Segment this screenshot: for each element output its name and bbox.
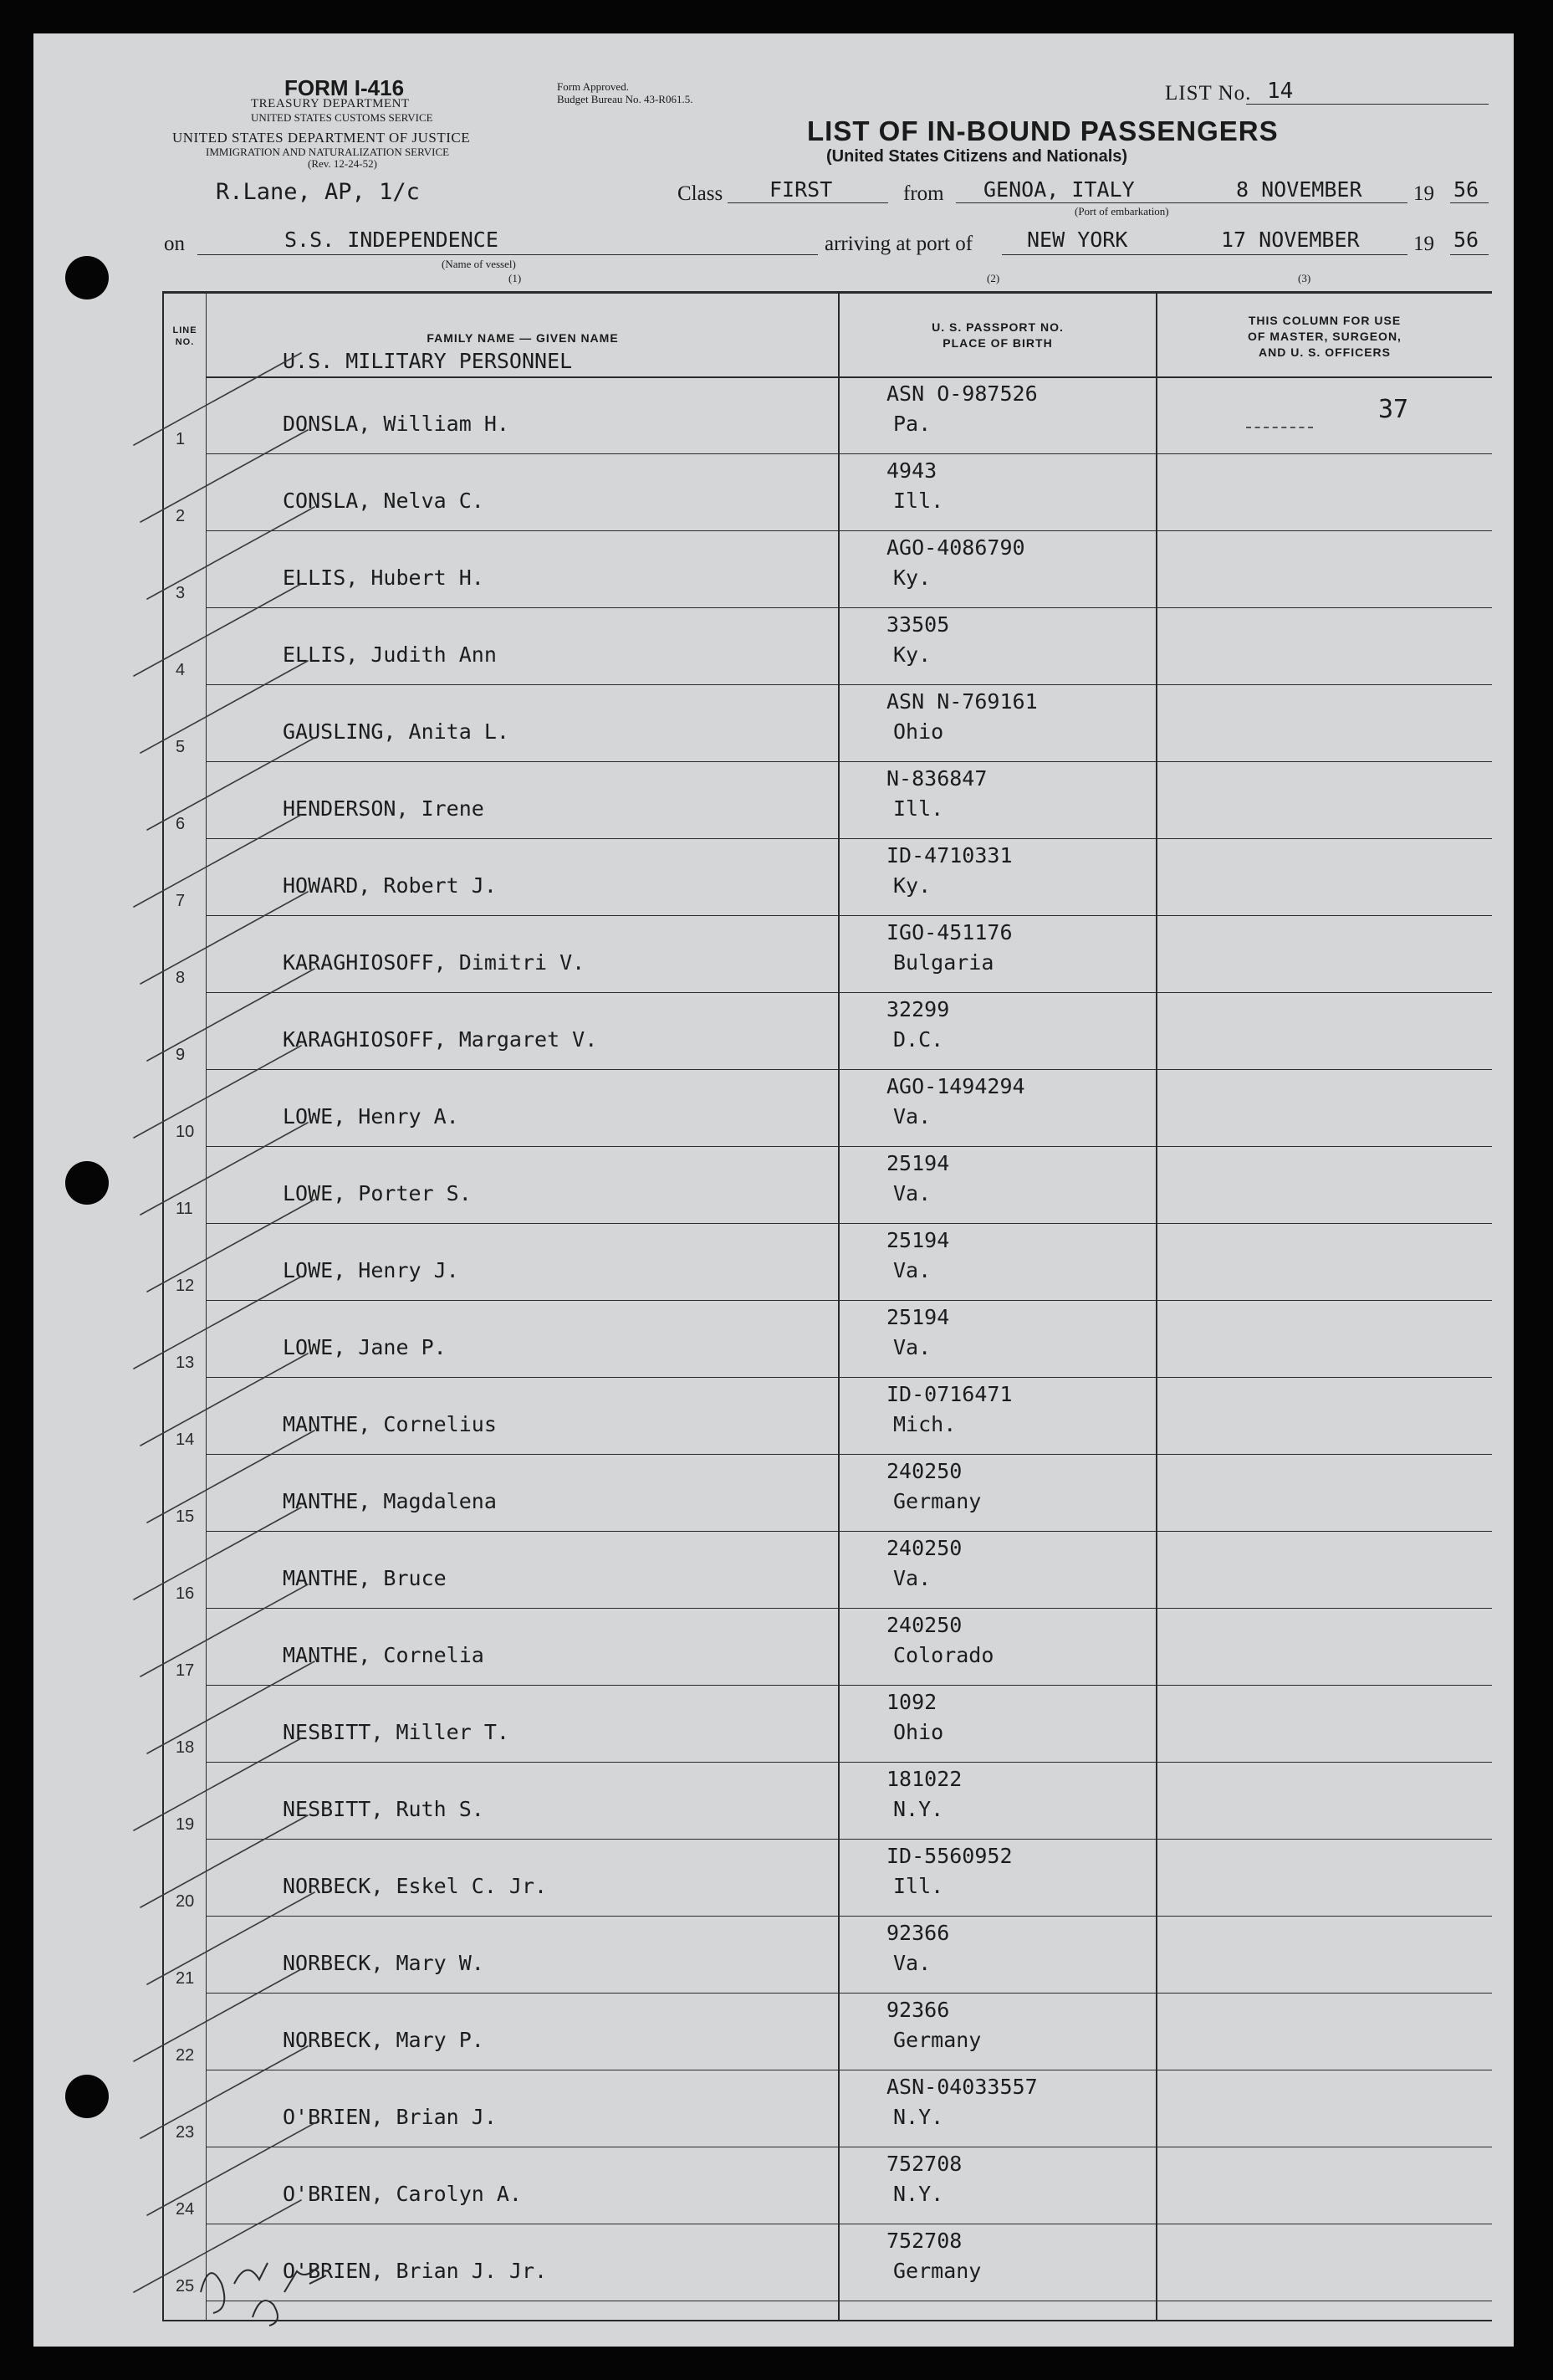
check-mark: [140, 2046, 308, 2138]
year-prefix-1: 19: [1413, 182, 1434, 205]
passenger-name: HENDERSON, Irene: [283, 796, 484, 821]
place-of-birth: Germany: [893, 1489, 982, 1513]
col-marker-1: (1): [508, 272, 522, 284]
passport-number: AGO-1494294: [886, 1074, 1025, 1098]
passenger-name: LOWE, Jane P.: [283, 1335, 447, 1359]
line-number: 1: [176, 430, 186, 448]
passenger-name: O'BRIEN, Brian J.: [283, 2105, 497, 2129]
officers-header: THIS COLUMN FOR USE OF MASTER, SURGEON, AND U. S. OFFICERS: [1248, 314, 1402, 359]
line-number: 25: [176, 2277, 195, 2296]
check-mark: [147, 1200, 314, 1292]
check-mark: [140, 1354, 308, 1446]
departure-year: 56: [1453, 177, 1479, 202]
year-prefix-2: 19: [1413, 233, 1434, 255]
line-number: 15: [176, 1507, 195, 1526]
place-of-birth: Ky.: [893, 873, 932, 898]
vessel-caption: (Name of vessel): [442, 258, 516, 270]
line-number: 10: [176, 1123, 195, 1141]
passport-number: 1092: [886, 1690, 937, 1714]
passenger-name: MANTHE, Magdalena: [283, 1489, 497, 1513]
passport-number: 32299: [886, 997, 950, 1021]
passport-number: 240250: [886, 1459, 963, 1483]
passenger-name: LOWE, Henry A.: [283, 1104, 459, 1129]
passport-number: 92366: [886, 1921, 950, 1945]
class-value: FIRST: [769, 177, 833, 202]
group-label: U.S. MILITARY PERSONNEL: [283, 349, 573, 373]
passport-number: ID-0716471: [886, 1382, 1013, 1406]
line-number: 23: [176, 2123, 195, 2142]
passport-header: U. S. PASSPORT NO. PLACE OF BIRTH: [932, 320, 1064, 350]
form-approved: Form Approved.: [557, 80, 629, 93]
passport-number: 4943: [886, 458, 937, 483]
line-number: 8: [176, 969, 186, 987]
place-of-birth: Germany: [893, 2259, 982, 2283]
check-mark: [140, 1815, 308, 1907]
passport-number: ASN O-987526: [886, 381, 1038, 406]
passenger-name: GAUSLING, Anita L.: [283, 719, 509, 744]
departure-date: 8 NOVEMBER: [1236, 177, 1362, 202]
place-of-birth: D.C.: [893, 1027, 944, 1052]
class-label: Class: [677, 182, 723, 205]
place-of-birth: Ky.: [893, 642, 932, 667]
handwritten-scribble: [201, 2263, 326, 2326]
arrival-year: 56: [1453, 228, 1479, 252]
passenger-name: O'BRIEN, Brian J. Jr.: [283, 2259, 548, 2283]
line-number: 7: [176, 892, 186, 910]
passenger-name: ELLIS, Hubert H.: [283, 566, 484, 590]
port-of-embarkation: GENOA, ITALY: [983, 177, 1135, 202]
col-marker-3: (3): [1298, 272, 1311, 284]
passenger-name: NESBITT, Miller T.: [283, 1720, 509, 1744]
check-mark: [134, 2200, 301, 2292]
list-no-value: 14: [1267, 79, 1294, 104]
check-mark: [140, 430, 308, 522]
line-number: 19: [176, 1815, 195, 1834]
place-of-birth: Va.: [893, 1258, 932, 1282]
place-of-birth: Ohio: [893, 1720, 944, 1744]
check-mark: [140, 892, 308, 984]
passport-number: 33505: [886, 612, 950, 637]
check-mark: [147, 507, 314, 599]
passport-number: 25194: [886, 1228, 950, 1252]
place-of-birth: N.Y.: [893, 2182, 944, 2206]
place-of-birth: Mich.: [893, 1412, 957, 1436]
passenger-name: O'BRIEN, Carolyn A.: [283, 2182, 522, 2206]
passenger-name: CONSLA, Nelva C.: [283, 489, 484, 513]
place-of-birth: Ill.: [893, 1874, 944, 1898]
place-of-birth: Germany: [893, 2028, 982, 2052]
place-of-birth: Va.: [893, 1335, 932, 1359]
passenger-name: MANTHE, Cornelius: [283, 1412, 497, 1436]
from-label: from: [903, 182, 944, 205]
check-mark: [147, 969, 314, 1061]
check-mark: [134, 1969, 301, 2061]
passport-number: 752708: [886, 2152, 963, 2176]
passenger-name: NESBITT, Ruth S.: [283, 1797, 484, 1821]
passenger-name: DONSLA, William H.: [283, 412, 509, 436]
check-mark: [140, 1123, 308, 1215]
place-of-birth: N.Y.: [893, 2105, 944, 2129]
vessel-name: S.S. INDEPENDENCE: [284, 228, 498, 252]
passport-number: 181022: [886, 1767, 963, 1791]
arrival-date: 17 NOVEMBER: [1221, 228, 1360, 252]
passenger-name: HOWARD, Robert J.: [283, 873, 497, 898]
place-of-birth: Va.: [893, 1566, 932, 1590]
form-number: FORM I-416: [284, 75, 405, 100]
col-marker-2: (2): [987, 272, 1000, 284]
form-agency-treasury: TREASURY DEPARTMENT: [251, 97, 410, 110]
place-of-birth: Ill.: [893, 489, 944, 513]
check-mark: [134, 1738, 301, 1830]
check-mark: [140, 1584, 308, 1676]
passport-number: ASN N-769161: [886, 689, 1038, 714]
line-number: 6: [176, 815, 186, 833]
port-caption: (Port of embarkation): [1075, 205, 1169, 218]
check-mark: [147, 1661, 314, 1753]
arrival-port: NEW YORK: [1027, 228, 1128, 252]
passport-number: 92366: [886, 1998, 950, 2022]
passenger-name: LOWE, Porter S.: [283, 1181, 472, 1205]
check-mark: [140, 661, 308, 753]
check-mark: [134, 353, 301, 445]
list-subtitle: (United States Citizens and Nationals): [826, 147, 1128, 166]
passenger-name: ELLIS, Judith Ann: [283, 642, 497, 667]
line-number: 3: [176, 584, 186, 602]
passport-number: N-836847: [886, 766, 988, 791]
form-agency-justice: UNITED STATES DEPARTMENT OF JUSTICE: [172, 130, 471, 146]
form-agency-ins: IMMIGRATION AND NATURALIZATION SERVICE: [206, 146, 450, 158]
place-of-birth: N.Y.: [893, 1797, 944, 1821]
line-number: 16: [176, 1584, 195, 1603]
line-number: 22: [176, 2046, 195, 2065]
check-mark: [147, 738, 314, 830]
place-of-birth: Ohio: [893, 719, 944, 744]
passport-number: AGO-4086790: [886, 535, 1025, 560]
place-of-birth: Colorado: [893, 1643, 994, 1667]
line-number: 11: [176, 1200, 193, 1218]
passport-number: 240250: [886, 1536, 963, 1560]
passenger-name: NORBECK, Mary W.: [283, 1951, 484, 1975]
check-mark: [147, 1892, 314, 1984]
passenger-name: MANTHE, Bruce: [283, 1566, 447, 1590]
form-agency-customs: UNITED STATES CUSTOMS SERVICE: [251, 111, 433, 124]
officer-initials: R.Lane, AP, 1/c: [216, 179, 420, 205]
passport-number: 25194: [886, 1151, 950, 1175]
check-mark: [147, 2123, 314, 2215]
line-number: 13: [176, 1354, 195, 1372]
place-of-birth: Ill.: [893, 796, 944, 821]
passport-number: 752708: [886, 2229, 963, 2253]
passport-number: ASN-04033557: [886, 2075, 1038, 2099]
check-mark: [134, 1507, 301, 1599]
passport-number: IGO-451176: [886, 920, 1013, 944]
check-mark: [134, 1277, 301, 1369]
line-number: 24: [176, 2200, 195, 2219]
line-number: 20: [176, 1892, 195, 1911]
line-no-header: LINE NO.: [172, 325, 197, 347]
place-of-birth: Va.: [893, 1104, 932, 1129]
passenger-name: NORBECK, Eskel C. Jr.: [283, 1874, 548, 1898]
passport-number: 25194: [886, 1305, 950, 1329]
line-number: 14: [176, 1431, 195, 1449]
passport-number: ID-5560952: [886, 1844, 1013, 1868]
passenger-name: MANTHE, Cornelia: [283, 1643, 484, 1667]
pen-check-marks: [33, 33, 1514, 2347]
check-mark: [134, 1046, 301, 1138]
passenger-name: KARAGHIOSOFF, Dimitri V.: [283, 950, 585, 975]
passenger-name: NORBECK, Mary P.: [283, 2028, 484, 2052]
place-of-birth: Ky.: [893, 566, 932, 590]
line-number: 2: [176, 507, 186, 525]
on-label: on: [164, 233, 185, 255]
passenger-list-sheet: [33, 33, 1514, 2347]
place-of-birth: Bulgaria: [893, 950, 994, 975]
line-number: 4: [176, 661, 186, 679]
check-mark: [134, 815, 301, 907]
line-number: 5: [176, 738, 186, 756]
line-number: 9: [176, 1046, 186, 1064]
place-of-birth: Pa.: [893, 412, 932, 436]
name-header: FAMILY NAME — GIVEN NAME: [427, 331, 619, 345]
list-title: LIST OF IN-BOUND PASSENGERS: [807, 115, 1279, 146]
line-number: 21: [176, 1969, 195, 1988]
arriving-label: arriving at port of: [825, 233, 973, 255]
budget-bureau: Budget Bureau No. 43-R061.5.: [557, 93, 693, 105]
check-mark: [134, 584, 301, 676]
check-mark: [147, 1431, 314, 1523]
form-revision: (Rev. 12-24-52): [308, 157, 377, 170]
passenger-name: KARAGHIOSOFF, Margaret V.: [283, 1027, 598, 1052]
list-no-label: LIST No.: [1165, 82, 1252, 105]
passport-number: ID-4710331: [886, 843, 1013, 868]
place-of-birth: Va.: [893, 1951, 932, 1975]
place-of-birth: Va.: [893, 1181, 932, 1205]
officer-count: 37: [1378, 395, 1409, 424]
line-number: 17: [176, 1661, 195, 1680]
line-number: 18: [176, 1738, 195, 1757]
passport-number: 240250: [886, 1613, 963, 1637]
passenger-name: LOWE, Henry J.: [283, 1258, 459, 1282]
line-number: 12: [176, 1277, 195, 1295]
